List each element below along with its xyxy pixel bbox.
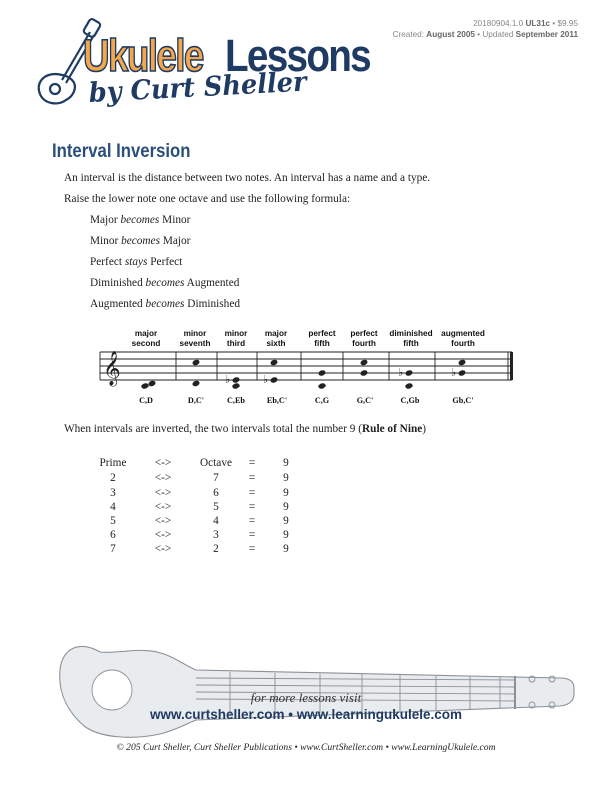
website-links bbox=[0, 707, 612, 722]
updated-date: September 2011 bbox=[515, 30, 578, 39]
intro-line-1: An interval is the distance between two notes. An interval has a name and a type. bbox=[64, 172, 431, 184]
table-cell: 5 bbox=[213, 501, 219, 513]
created-date: August 2005 bbox=[426, 30, 475, 39]
link-curtsheller[interactable]: www.curtsheller.com bbox=[149, 707, 285, 722]
table-cell: <-> bbox=[154, 472, 172, 484]
formula-item: Major becomes Minor bbox=[90, 214, 191, 226]
note-pair-c-e-flat bbox=[225, 373, 240, 390]
table-cell: = bbox=[248, 501, 256, 513]
page-title: Interval Inversion bbox=[52, 141, 191, 162]
interval-label: diminished fifth bbox=[389, 329, 433, 348]
ukulele-lessons-logo bbox=[28, 14, 398, 114]
interval-label: major second bbox=[131, 329, 161, 348]
interval-label: minor third bbox=[224, 329, 248, 348]
rule-of-nine-text: When intervals are inverted, the two intervals total the number 9 (Rule of Nine) bbox=[64, 423, 427, 435]
svg-text:♭: ♭ bbox=[451, 366, 457, 379]
table-cell: 3 bbox=[213, 529, 219, 541]
logo-word-ukulele: Ukulele bbox=[83, 30, 203, 81]
logo-byline: by Curt Sheller bbox=[88, 66, 308, 109]
table-cell: <-> bbox=[154, 543, 172, 555]
rule-of-nine-bold: Rule of Nine bbox=[362, 423, 423, 435]
formula-item: Augmented becomes Diminished bbox=[90, 298, 240, 310]
formula-item: Minor becomes Major bbox=[90, 235, 191, 247]
table-cell: 3 bbox=[110, 487, 116, 499]
link-separator: • bbox=[288, 707, 293, 722]
note-label: C,G bbox=[314, 396, 330, 405]
more-lessons-text: for more lessons visit bbox=[250, 690, 362, 705]
interval-label: major sixth bbox=[264, 329, 288, 348]
note-label: C,D bbox=[139, 396, 153, 405]
note-pair-g-flat-c-octave bbox=[451, 359, 466, 379]
note-label: G,C' bbox=[356, 396, 374, 405]
formula-item: Perfect stays Perfect bbox=[90, 256, 183, 268]
note-pair-c-d bbox=[141, 380, 157, 390]
table-cell: 9 bbox=[283, 515, 289, 527]
svg-text:♭: ♭ bbox=[398, 366, 404, 379]
table-cell: 2 bbox=[213, 543, 219, 555]
table-cell: 4 bbox=[110, 501, 116, 513]
interval-label: minor seventh bbox=[179, 329, 211, 348]
document-code: 20180904.1.0 UL31c • $9.95 bbox=[473, 19, 578, 28]
final-bar bbox=[510, 352, 513, 380]
code-number: 20180904.1.0 bbox=[473, 19, 524, 28]
note-pair-c-g bbox=[318, 369, 327, 389]
intro-line-2: Raise the lower note one octave and use the following formula: bbox=[64, 193, 351, 205]
note-pair-e-flat-c-octave bbox=[263, 359, 278, 386]
table-cell: = bbox=[248, 543, 256, 555]
table-cell: <-> bbox=[154, 515, 172, 527]
table-cell: = bbox=[248, 487, 256, 499]
note-label: Gb,C' bbox=[452, 396, 474, 405]
table-cell: 7 bbox=[213, 472, 219, 484]
document-dates: Created: August 2005 • Updated September 2011 bbox=[392, 30, 578, 39]
table-cell: Octave bbox=[200, 457, 232, 469]
table-cell: 4 bbox=[213, 515, 219, 527]
copyright-line: © 205 Curt Sheller, Curt Sheller Publications • www.CurtSheller.com • www.LearningUkulele.com bbox=[116, 742, 496, 753]
table-cell: 9 bbox=[283, 501, 289, 513]
logo-word-lessons: Lessons bbox=[225, 30, 370, 81]
table-cell: 2 bbox=[110, 472, 116, 484]
created-label: Created: bbox=[392, 30, 424, 39]
svg-text:♭: ♭ bbox=[225, 373, 231, 386]
music-staff bbox=[0, 346, 612, 396]
note-label: C,Eb bbox=[227, 396, 245, 405]
table-cell: <-> bbox=[154, 501, 172, 513]
table-cell: <-> bbox=[154, 457, 172, 469]
table-cell: 9 bbox=[283, 543, 289, 555]
interval-label: perfect fifth bbox=[308, 329, 336, 348]
table-cell: = bbox=[248, 457, 256, 469]
link-learningukulele[interactable]: www.learningukulele.com bbox=[296, 707, 463, 722]
table-cell: 9 bbox=[283, 529, 289, 541]
table-cell: 9 bbox=[283, 487, 289, 499]
note-label: D,C' bbox=[187, 396, 205, 405]
table-cell: 9 bbox=[283, 457, 289, 469]
table-cell: = bbox=[248, 472, 256, 484]
formula-item: Diminished becomes Augmented bbox=[90, 277, 240, 289]
svg-text:♭: ♭ bbox=[263, 373, 269, 386]
table-cell: <-> bbox=[154, 487, 172, 499]
interval-label: augmented fourth bbox=[441, 329, 485, 348]
note-pair-g-c-octave bbox=[360, 359, 369, 377]
note-pair-c-g-flat bbox=[398, 366, 413, 390]
note-label: Eb,C' bbox=[266, 396, 288, 405]
table-cell: 6 bbox=[213, 487, 219, 499]
table-cell: = bbox=[248, 515, 256, 527]
table-cell: 5 bbox=[110, 515, 116, 527]
table-cell: = bbox=[248, 529, 256, 541]
note-label: C,Gb bbox=[400, 396, 420, 405]
table-cell: 6 bbox=[110, 529, 116, 541]
ukulele-watermark-icon bbox=[0, 630, 612, 745]
updated-label: Updated bbox=[482, 30, 514, 39]
code-id: UL31c bbox=[525, 19, 551, 28]
table-cell: <-> bbox=[154, 529, 172, 541]
table-cell: 9 bbox=[283, 472, 289, 484]
price: $9.95 bbox=[557, 19, 578, 28]
interval-label: perfect fourth bbox=[350, 329, 378, 348]
treble-clef-icon: 𝄞 bbox=[103, 351, 121, 386]
table-cell: Prime bbox=[99, 457, 127, 469]
table-cell: 7 bbox=[110, 543, 116, 555]
